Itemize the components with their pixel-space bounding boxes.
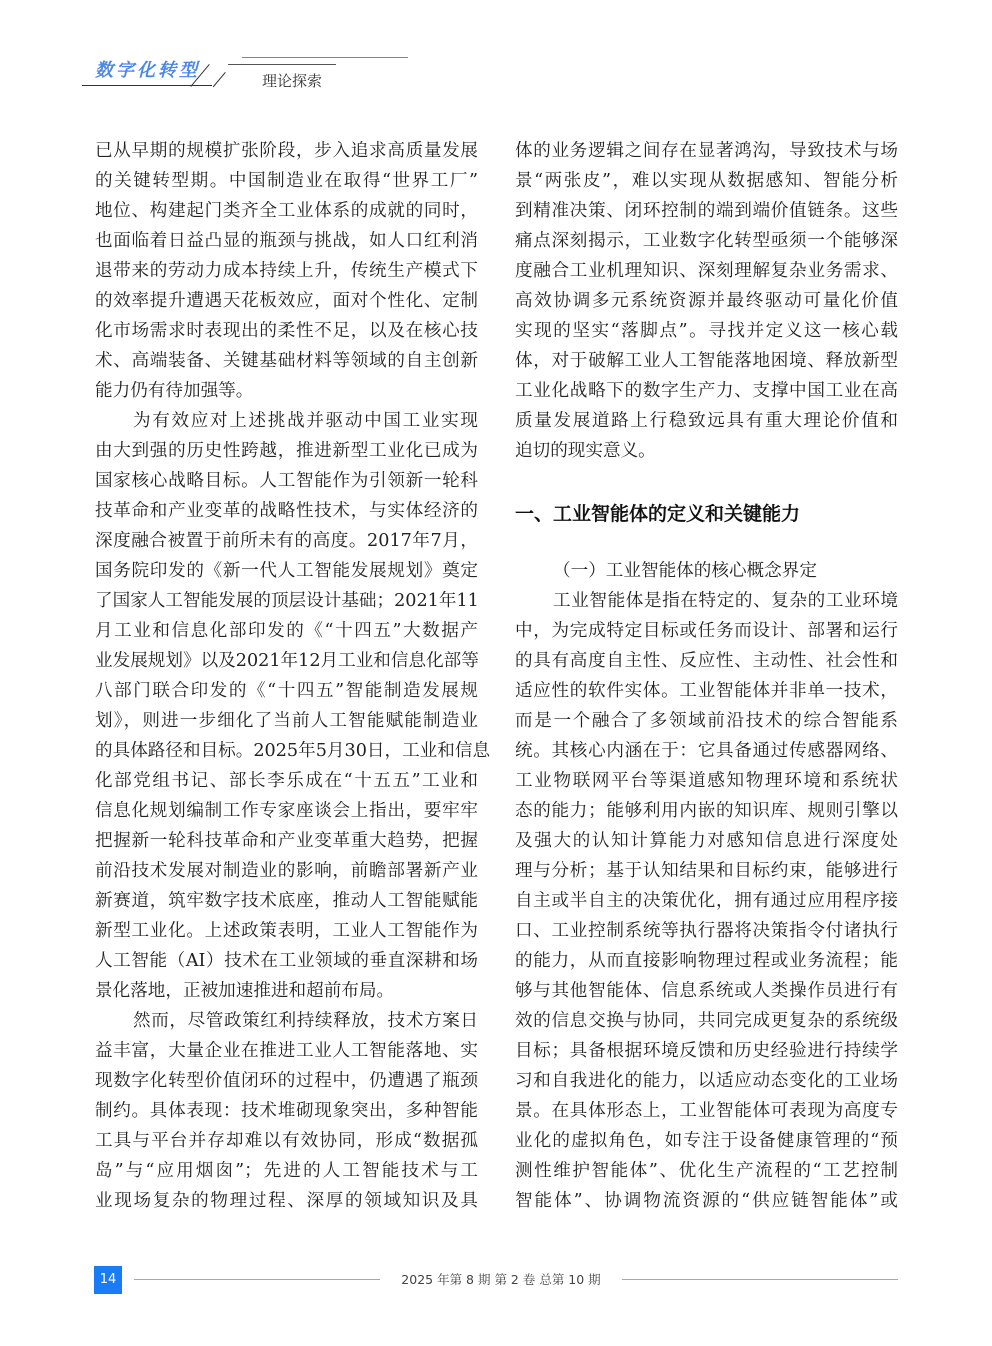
text-line: 测性维护智能体”、优化生产流程的“工艺控制	[515, 1161, 898, 1181]
right-column-bottom	[515, 586, 898, 1216]
text-line: 体的业务逻辑之间存在显著鸿沟，导致技术与场	[515, 141, 898, 161]
text-line: 益丰富，大量企业在推进工业人工智能落地、实	[95, 1041, 478, 1061]
right-column-top	[515, 136, 898, 466]
text-line: 的效率提升遭遇天花板效应，面对个性化、定制	[95, 291, 478, 311]
text-line: 为有效应对上述挑战并驱动中国工业实现	[133, 411, 478, 431]
section-heading: 一、工业智能体的定义和关键能力	[515, 503, 801, 525]
text-line: 也面临着日益凸显的瓶颈与挑战，如人口红利消	[95, 231, 478, 251]
text-line: 业化的虚拟角色，如专注于设备健康管理的“预	[515, 1131, 898, 1151]
text-line: 态的能力；能够利用内嵌的知识库、规则引擎以	[515, 801, 898, 821]
header-divider-blue	[242, 57, 408, 58]
text-line: 实现的坚实“落脚点”。寻找并定义这一核心载	[515, 321, 898, 341]
text-line: 的能力，从而直接影响物理过程或业务流程；能	[515, 951, 898, 971]
text-line: 景。在具体形态上，工业智能体可表现为高度专	[515, 1101, 898, 1121]
page-number: 14	[94, 1266, 122, 1294]
text-line: 中，为完成特定目标或任务而设计、部署和运行	[515, 621, 898, 641]
text-line: 现数字化转型价值闭环的过程中，仍遭遇了瓶颈	[95, 1071, 478, 1091]
issue-info: 2025 年第 8 期 第 2 卷 总第 10 期	[401, 1272, 601, 1287]
text-line: 划》，则进一步细化了当前人工智能赋能制造业	[95, 711, 478, 731]
text-line: 及强大的认知计算能力对感知信息进行深度处	[515, 831, 898, 851]
text-line: 月工业和信息化部印发的《“十四五”大数据产	[95, 621, 478, 641]
text-line: 业发展规划》以及2021年12月工业和信息化部等	[95, 651, 479, 671]
text-line: 度融合工业机理知识、深刻理解复杂业务需求、	[515, 261, 898, 281]
text-line: 化市场需求时表现出的柔性不足，以及在核心技	[95, 321, 478, 341]
text-line: 前沿技术发展对制造业的影响，前瞻部署新产业	[95, 861, 478, 881]
text-line: 高效协调多元系统资源并最终驱动可量化价值	[515, 291, 898, 311]
text-line: 新赛道，筑牢数字技术底座，推动人工智能赋能	[95, 891, 478, 911]
text-line: 了国家人工智能发展的顶层设计基础；2021年11	[95, 591, 479, 611]
text-line: 由大到强的历史性跨越，推进新型工业化已成为	[95, 441, 478, 461]
text-line: 质量发展道路上行稳致远具有重大理论价值和	[515, 411, 898, 431]
text-line: 景化落地，正被加速推进和超前布局。	[95, 981, 395, 1001]
text-line: 适应性的软件实体。工业智能体并非单一技术，	[515, 681, 898, 701]
text-line: 工业智能体是指在特定的、复杂的工业环境	[553, 591, 898, 611]
text-line: 深度融合被置于前所未有的高度。2017年7月，	[95, 531, 478, 551]
text-line: 体，对于破解工业人工智能落地困境、释放新型	[515, 351, 898, 371]
text-line: 能力仍有待加强等。	[95, 381, 254, 401]
text-line: 已从早期的规模扩张阶段，步入追求高质量发展	[95, 141, 478, 161]
text-line: 痛点深刻揭示，工业数字化转型亟须一个能够深	[515, 231, 898, 251]
right-column	[515, 136, 898, 1216]
text-line: 工业化战略下的数字生产力、支撑中国工业在高	[515, 381, 898, 401]
text-line: 目标；具备根据环境反馈和历史经验进行持续学	[515, 1041, 898, 1061]
text-line: 化部党组书记、部长李乐成在“十五五”工业和	[95, 771, 478, 791]
text-line: 的关键转型期。中国制造业在取得“世界工厂”	[95, 171, 478, 191]
text-line: 工业物联网平台等渠道感知物理环境和系统状	[515, 771, 898, 791]
text-line: 退带来的劳动力成本持续上升，传统生产模式下	[95, 261, 478, 281]
text-line: 口、工业控制系统等执行器将决策指令付诸执行	[515, 921, 898, 941]
text-line: 够与其他智能体、信息系统或人类操作员进行有	[515, 981, 898, 1001]
subsection-heading: （一）工业智能体的核心概念界定	[553, 561, 817, 581]
text-line: 业现场复杂的物理过程、深厚的领域知识及具	[95, 1191, 478, 1211]
text-line: 景“两张皮”，难以实现从数据感知、智能分析	[515, 171, 898, 191]
text-line: 人工智能（AI）技术在工业领域的垂直深耕和场	[95, 951, 478, 971]
text-line: 术、高端装备、关键基础材料等领域的自主创新	[95, 351, 478, 371]
text-line: 的具有高度自主性、反应性、主动性、社会性和	[515, 651, 898, 671]
text-line: 迫切的现实意义。	[515, 441, 656, 461]
text-line: 理与分析；基于认知结果和目标约束，能够进行	[515, 861, 898, 881]
section-label: 理论探索	[262, 72, 323, 90]
text-line: 信息化规划编制工作专家座谈会上指出，要牢牢	[95, 801, 478, 821]
text-line: 到精准决策、闭环控制的端到端价值链条。这些	[515, 201, 898, 221]
text-line: 把握新一轮科技革命和产业变革重大趋势，把握	[95, 831, 478, 851]
text-line: 新型工业化。上述政策表明，工业人工智能作为	[95, 921, 478, 941]
text-line: 八部门联合印发的《“十四五”智能制造发展规	[95, 681, 478, 701]
text-line: 智能体”、协调物流资源的“供应链智能体”或	[515, 1191, 898, 1211]
text-line: 技革命和产业变革的战略性技术，与实体经济的	[95, 501, 478, 521]
text-line: 而是一个融合了多领域前沿技术的综合智能系	[515, 711, 898, 731]
text-line: 然而，尽管政策红利持续释放，技术方案日	[133, 1011, 478, 1031]
journal-logo: 数字化转型	[95, 60, 200, 81]
header-slash-decoration	[213, 72, 226, 87]
text-line: 岛”与“应用烟囱”；先进的人工智能技术与工	[95, 1161, 478, 1181]
footer-divider	[622, 1279, 898, 1280]
header-divider-mid	[228, 64, 336, 65]
text-line: 的具体路径和目标。2025年5月30日，工业和信息	[95, 741, 491, 761]
text-line: 效的信息交换与协同，共同完成更复杂的系统级	[515, 1011, 898, 1031]
text-line: 地位、构建起门类齐全工业体系的成就的同时，	[95, 201, 478, 221]
footer-divider	[134, 1279, 380, 1280]
text-line: 统。其核心内涵在于：它具备通过传感器网络、	[515, 741, 898, 761]
text-line: 国务院印发的《新一代人工智能发展规划》奠定	[95, 561, 478, 581]
text-line: 国家核心战略目标。人工智能作为引领新一轮科	[95, 471, 478, 491]
text-line: 习和自我进化的能力，以适应动态变化的工业场	[515, 1071, 898, 1091]
text-line: 制约。具体表现：技术堆砌现象突出，多种智能	[95, 1101, 478, 1121]
text-line: 工具与平台并存却难以有效协同，形成“数据孤	[95, 1131, 478, 1151]
left-column	[95, 136, 491, 1216]
text-line: 自主或半自主的决策优化，拥有通过应用程序接	[515, 891, 898, 911]
